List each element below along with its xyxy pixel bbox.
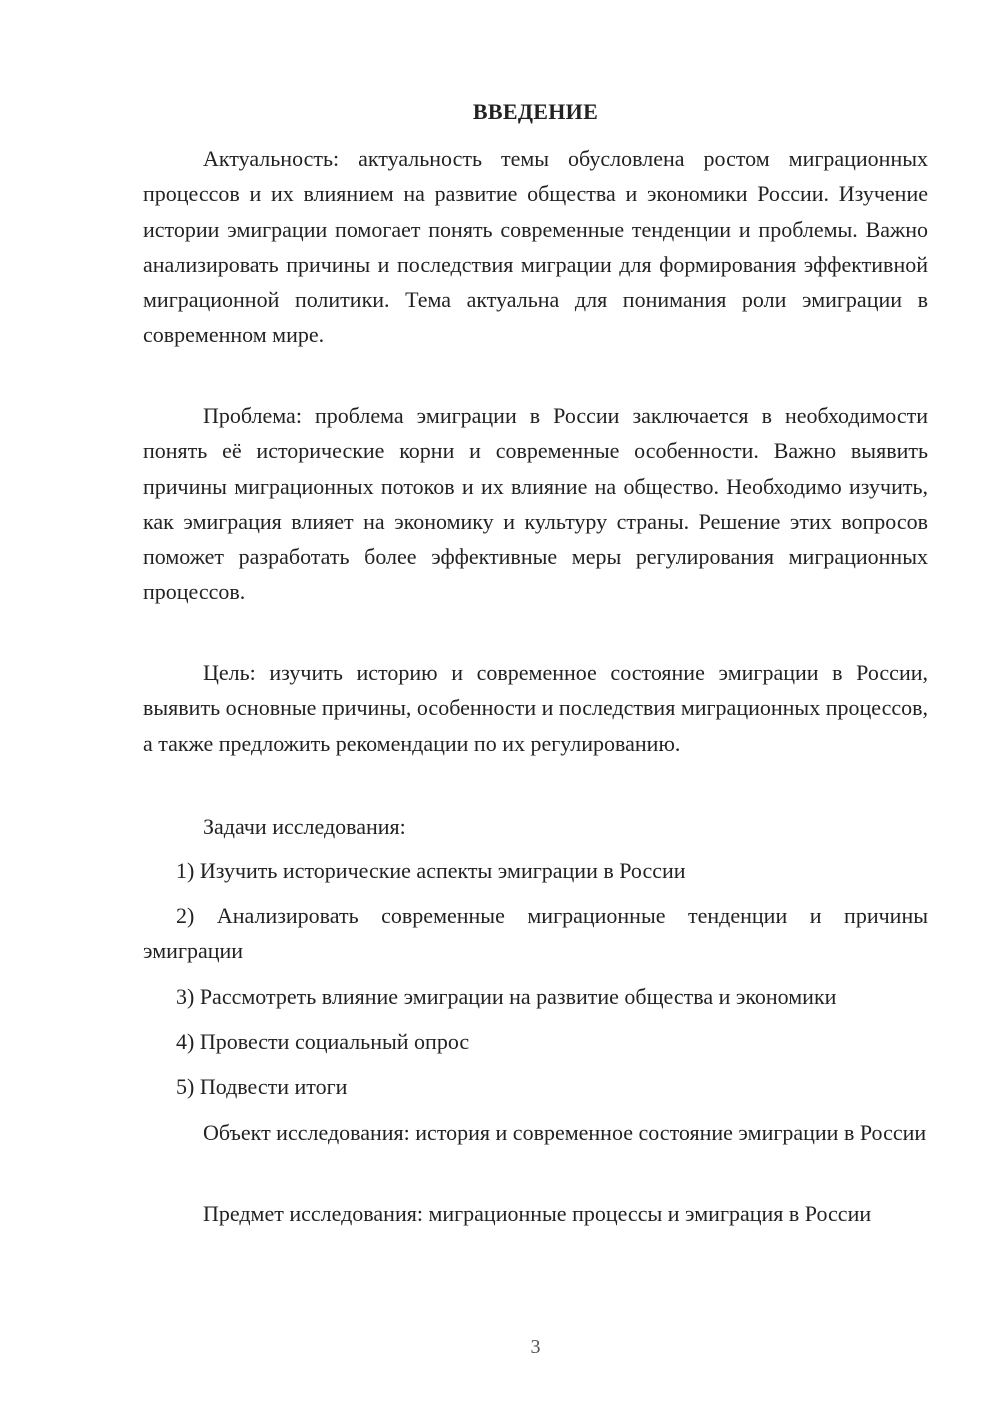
- task-item-3: 3) Рассмотреть влияние эмиграции на развитие общества и экономики: [176, 984, 837, 1009]
- goal-paragraph: Цель: изучить историю и современное состояние эмиграции в России, выявить основные причины, особенности и последствия миграционных процессов, а также предложить рекомендации по их регулированию.: [143, 660, 928, 756]
- task-item-5: 5) Подвести итоги: [176, 1074, 348, 1099]
- task-item-2: 2) Анализировать современные миграционные тенденции и причины эмиграции: [143, 903, 928, 964]
- task-item-4: 4) Провести социальный опрос: [176, 1029, 470, 1054]
- document-page: [143, 0, 928, 1414]
- page-title: ВВЕДЕНИЕ: [472, 99, 599, 124]
- tasks-heading: Задачи исследования:: [203, 814, 406, 839]
- task-item-1: 1) Изучить исторические аспекты эмиграции в России: [176, 858, 686, 883]
- relevance-paragraph: Актуальность: актуальность темы обусловлена ростом миграционных процессов и их влиянием на развитие общества и экономики России. Изучение истории эмиграции помогает понять современные тенденции и проблемы. Важно анализировать причины и последствия миграции для формирования эффективной миграционной политики. Тема актуальна для понимания роли эмиграции в современном мире.: [143, 146, 928, 348]
- object-paragraph: Объект исследования: история и современное состояние эмиграции в России: [203, 1120, 927, 1145]
- page-number: 3: [530, 1336, 541, 1358]
- problem-paragraph: Проблема: проблема эмиграции в России заключается в необходимости понять её исторические корни и современные особенности. Важно выявить причины миграционных потоков и их влияние на общество. Необходимо изучить, как эмиграция влияет на экономику и культуру страны. Решение этих вопросов поможет разработать более эффективные меры регулирования миграционных процессов.: [143, 403, 928, 605]
- subject-paragraph: Предмет исследования: миграционные процессы и эмиграция в России: [203, 1201, 872, 1226]
